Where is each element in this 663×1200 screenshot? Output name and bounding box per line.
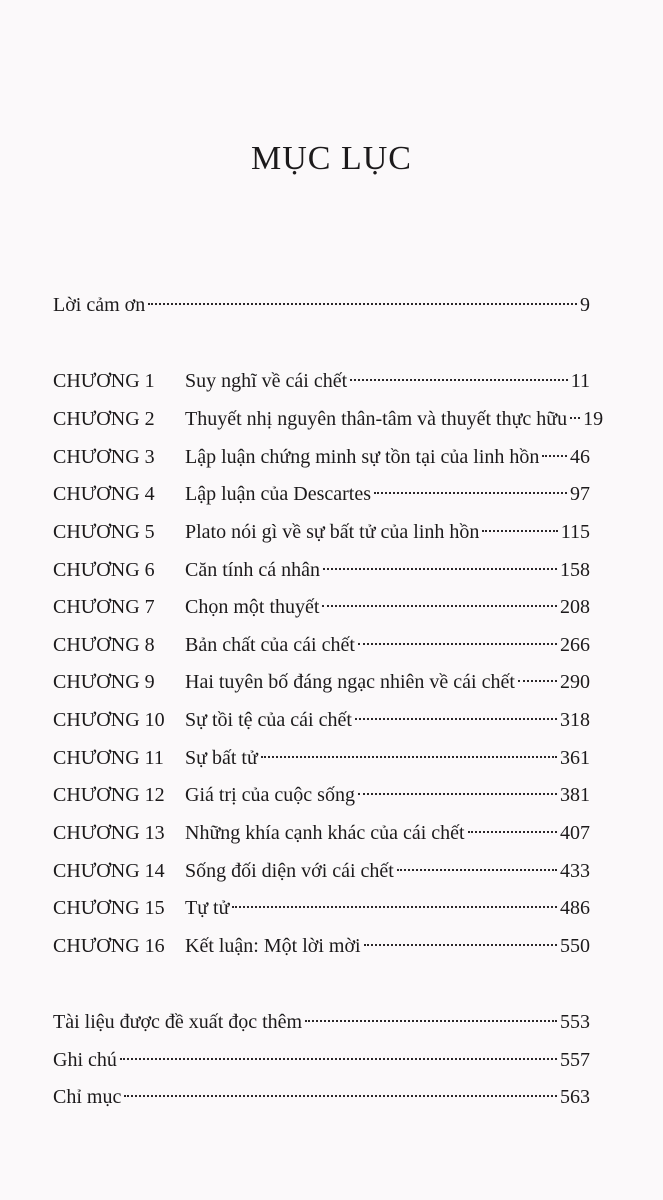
entry-page: 407: [560, 822, 590, 844]
toc-entry-notes[interactable]: [53, 1045, 590, 1075]
chapter-label: CHƯƠNG 1: [53, 370, 155, 392]
dot-leader: [374, 492, 567, 494]
toc-entry-chapter-10[interactable]: [53, 705, 590, 735]
toc-entry-chapter-6[interactable]: [53, 555, 590, 585]
entry-page: 318: [560, 709, 590, 731]
dot-leader: [355, 718, 557, 720]
entry-title: Bản chất của cái chết: [185, 634, 355, 656]
entry-page: 9: [580, 294, 590, 316]
toc-entry-acknowledgements[interactable]: [53, 290, 590, 320]
chapter-label: CHƯƠNG 2: [53, 408, 155, 430]
entry-title: Giá trị của cuộc sống: [185, 784, 355, 806]
entry-page: 433: [560, 860, 590, 882]
entry-page: 158: [560, 559, 590, 581]
entry-page: 115: [560, 521, 590, 543]
chapter-label: CHƯƠNG 12: [53, 784, 165, 806]
entry-title: Căn tính cá nhân: [185, 559, 320, 581]
dot-leader: [518, 680, 557, 682]
toc-entry-chapter-15[interactable]: [53, 893, 590, 923]
entry-page: 557: [560, 1049, 590, 1071]
chapter-label: CHƯƠNG 3: [53, 446, 155, 468]
dot-leader: [542, 455, 567, 457]
entry-title: Plato nói gì về sự bất tử của linh hồn: [185, 521, 480, 543]
dot-leader: [261, 756, 557, 758]
entry-title: Ghi chú: [53, 1049, 117, 1071]
entry-title: Sống đối diện với cái chết: [185, 860, 394, 882]
entry-page: 11: [570, 370, 590, 392]
entry-title: Lời cảm ơn: [53, 294, 146, 316]
chapter-label: CHƯƠNG 5: [53, 521, 155, 543]
chapter-label: CHƯƠNG 6: [53, 559, 155, 581]
chapter-label: CHƯƠNG 14: [53, 860, 165, 882]
entry-title: Lập luận chứng minh sự tồn tại của linh hồn: [185, 446, 540, 468]
dot-leader: [397, 869, 557, 871]
chapter-label: CHƯƠNG 4: [53, 483, 155, 505]
entry-title: Hai tuyên bố đáng ngạc nhiên về cái chết: [185, 671, 515, 693]
entry-title: Những khía cạnh khác của cái chết: [185, 822, 465, 844]
entry-title: Sự tồi tệ của cái chết: [185, 709, 352, 731]
dot-leader: [124, 1095, 557, 1097]
entry-page: 563: [560, 1086, 590, 1108]
dot-leader: [358, 793, 557, 795]
toc-entry-chapter-3[interactable]: [53, 442, 590, 472]
chapter-label: CHƯƠNG 10: [53, 709, 165, 731]
dot-leader: [468, 831, 557, 833]
dot-leader: [120, 1058, 557, 1060]
toc-entry-chapter-7[interactable]: [53, 592, 590, 622]
dot-leader: [570, 417, 580, 419]
entry-title: Tự tử: [185, 897, 230, 919]
chapter-label: CHƯƠNG 13: [53, 822, 165, 844]
toc-entry-chapter-11[interactable]: [53, 743, 590, 773]
entry-page: 208: [560, 596, 590, 618]
entry-title: Chỉ mục: [53, 1086, 122, 1108]
chapter-label: CHƯƠNG 16: [53, 935, 165, 957]
dot-leader: [364, 944, 557, 946]
entry-title: Tài liệu được đề xuất đọc thêm: [53, 1011, 303, 1033]
entry-page: 553: [560, 1011, 590, 1033]
toc-entry-chapter-8[interactable]: [53, 630, 590, 660]
toc-entry-chapter-1[interactable]: [53, 366, 590, 396]
entry-title: Suy nghĩ về cái chết: [185, 370, 348, 392]
toc-entry-chapter-13[interactable]: [53, 818, 590, 848]
chapter-label: CHƯƠNG 9: [53, 671, 155, 693]
entry-title: Chọn một thuyết: [185, 596, 320, 618]
entry-title: Sự bất tử: [185, 747, 258, 769]
page-title: MỤC LỤC: [251, 140, 412, 177]
chapter-label: CHƯƠNG 11: [53, 747, 164, 769]
entry-title: Lập luận của Descartes: [185, 483, 372, 505]
dot-leader: [358, 643, 557, 645]
entry-page: 550: [560, 935, 590, 957]
toc-entry-chapter-4[interactable]: [53, 479, 590, 509]
dot-leader: [148, 303, 577, 305]
toc-entry-chapter-14[interactable]: [53, 856, 590, 886]
entry-page: 97: [570, 483, 590, 505]
toc-entry-chapter-5[interactable]: [53, 517, 590, 547]
entry-page: 361: [560, 747, 590, 769]
dot-leader: [350, 379, 568, 381]
dot-leader: [482, 530, 557, 532]
entry-title: Kết luận: Một lời mời: [185, 935, 361, 957]
entry-page: 381: [560, 784, 590, 806]
toc-entry-further-reading[interactable]: [53, 1007, 590, 1037]
entry-page: 290: [560, 671, 590, 693]
entry-title: Thuyết nhị nguyên thân-tâm và thuyết thực hữu: [185, 408, 568, 430]
dot-leader: [322, 605, 557, 607]
entry-page: 486: [560, 897, 590, 919]
toc-entry-chapter-12[interactable]: [53, 780, 590, 810]
entry-page: 19: [583, 408, 604, 430]
chapter-label: CHƯƠNG 15: [53, 897, 165, 919]
chapter-label: CHƯƠNG 7: [53, 596, 155, 618]
dot-leader: [305, 1020, 557, 1022]
chapter-label: CHƯƠNG 8: [53, 634, 155, 656]
dot-leader: [323, 568, 557, 570]
toc-entry-chapter-16[interactable]: [53, 931, 590, 961]
dot-leader: [232, 906, 557, 908]
toc-entry-chapter-9[interactable]: [53, 667, 590, 697]
toc-entry-index[interactable]: [53, 1082, 590, 1112]
entry-page: 46: [570, 446, 590, 468]
entry-page: 266: [560, 634, 590, 656]
toc-entry-chapter-2[interactable]: [53, 404, 604, 434]
